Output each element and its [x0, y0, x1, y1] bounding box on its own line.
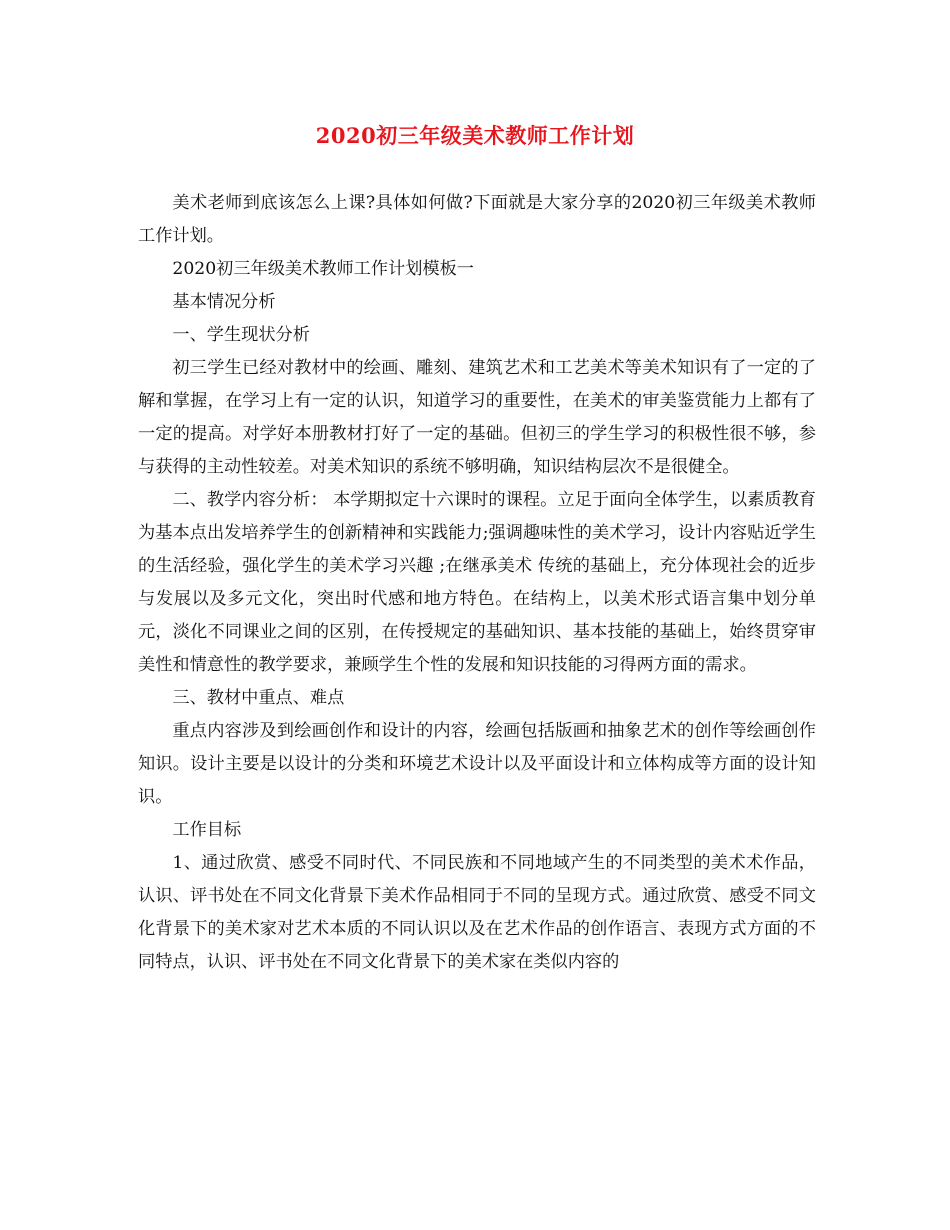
- paragraph-template-heading: 2020初三年级美术教师工作计划模板一: [172, 259, 474, 279]
- paragraph-content-analysis: 二、教学内容分析： 本学期拟定十六课时的课程。立足于面向全体学生，以素质教育为基本点出发培养学生的创新精神和实践能力;强调趣味性的美术学习，设计内容贴近学生的生活经验，强化学生的美术学习兴趣 ;在继承美术 传统的基础上，充分体现社会的近步与发展以及多元文化，突出时代感和地方特色。在结构上，以美术形式语言集中划分单元，淡化不同课业之间的区别，在传授规定的基础知识、基本技能的基础上，始终贯穿审美性和情意性的教学要求，兼顾学生个性的发展和知识技能的习得两方面的需求。: [138, 490, 816, 675]
- document-title: 2020初三年级美术教师工作计划: [315, 123, 635, 148]
- paragraph-section-heading: 基本情况分析: [172, 292, 276, 312]
- document-body: [138, 187, 816, 979]
- paragraph-key-points-heading: 三、教材中重点、难点: [172, 688, 345, 708]
- paragraph-student-analysis-heading: 一、学生现状分析: [172, 325, 310, 345]
- paragraph-student-analysis: 初三学生已经对教材中的绘画、雕刻、建筑艺术和工艺美术等美术知识有了一定的了解和掌握，在学习上有一定的认识，知道学习的重要性，在美术的审美鉴赏能力上都有了一定的提高。对学好本册教材打好了一定的基础。但初三的学生学习的积极性很不够，参与获得的主动性较差。对美术知识的系统不够明确，知识结构层次不是很健全。: [138, 358, 816, 477]
- paragraph-key-points: 重点内容涉及到绘画创作和设计的内容，绘画包括版画和抽象艺术的创作等绘画创作知识。设计主要是以设计的分类和环境艺术设计以及平面设计和立体构成等方面的设计知识。: [138, 721, 816, 807]
- paragraph-goals-heading: 工作目标: [172, 820, 242, 840]
- paragraph-goal-1: 1、通过欣赏、感受不同时代、不同民族和不同地域产生的不同类型的美术术作品，认识、评书处在不同文化背景下美术作品相同于不同的呈现方式。通过欣赏、感受不同文化背景下的美术家对艺术本质的不同认识以及在艺术作品的创作语言、表现方式方面的不同特点，认识、评书处在不同文化背景下的美术家在类似内容的: [138, 853, 816, 972]
- paragraph-intro: 美术老师到底该怎么上课?具体如何做?下面就是大家分享的2020初三年级美术教师工作计划。: [138, 193, 816, 246]
